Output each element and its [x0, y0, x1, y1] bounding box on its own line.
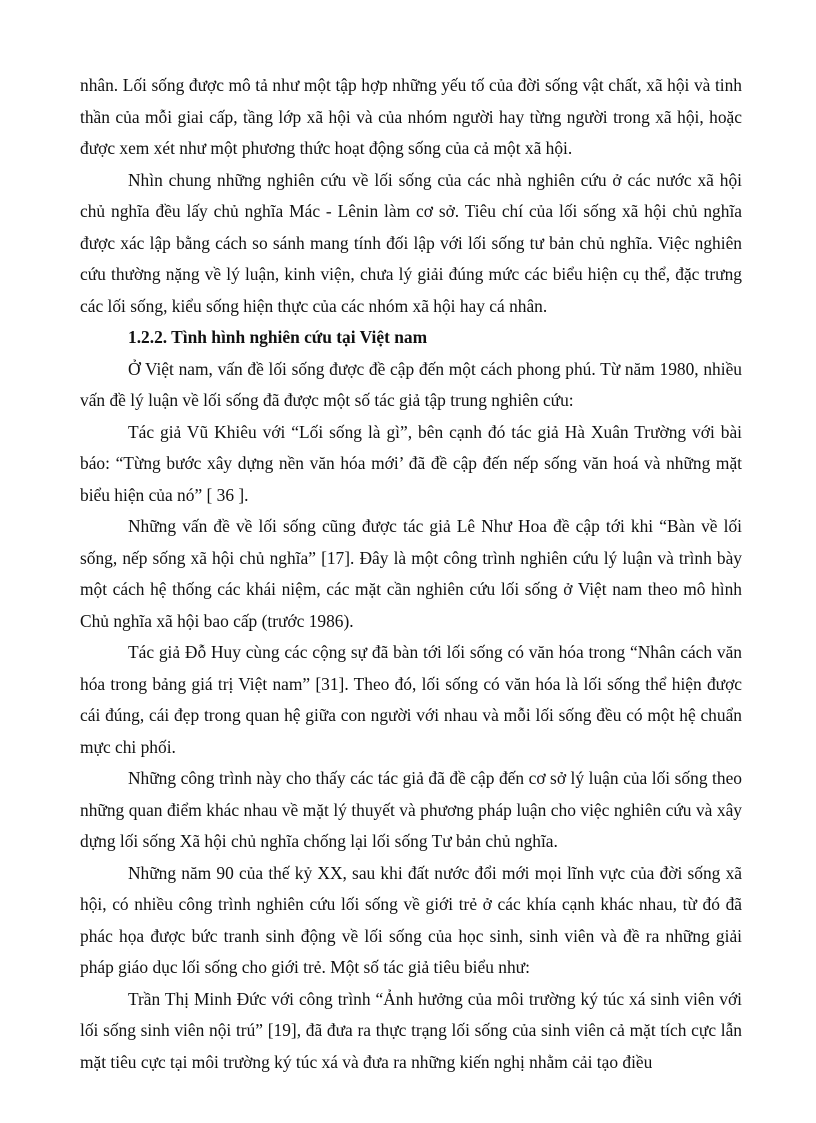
paragraph-overview: Nhìn chung những nghiên cứu về lối sống của các nhà nghiên cứu ở các nước xã hội chủ nghĩa đều lấy chủ nghĩa Mác - Lênin làm cơ sở. Tiêu chí của lối sống xã hội chủ nghĩa được xác lập bằng cách so sánh mang tính đối lập với lối sống tư bản chủ nghĩa. Việc nghiên cứu thường nặng về lý luận, kinh viện, chưa lý giải đúng mức các biểu hiện cụ thể, đặc trưng các lối sống, kiểu sống hiện thực của các nhóm xã hội hay cá nhân.: [80, 169, 742, 316]
paragraph-continuation: nhân. Lối sống được mô tả như một tập hợp những yếu tố của đời sống vật chất, xã hội và tinh thần của mỗi giai cấp, tầng lớp xã hội và của nhóm người hay từng người trong xã hội, hoặc được xem xét như một phương thức hoạt động sống của cả một xã hội.: [80, 75, 742, 158]
section-heading: 1.2.2. Tình hình nghiên cứu tại Việt nam: [128, 327, 428, 347]
paragraph-theoretical-basis: Những công trình này cho thấy các tác giả đã đề cập đến cơ sở lý luận của lối sống theo những quan điểm khác nhau về mặt lý thuyết và phương pháp luận cho việc nghiên cứu và xây dựng lối sống Xã hội chủ nghĩa chống lại lối sống Tư bản chủ nghĩa.: [80, 768, 742, 851]
paragraph-do-huy: Tác giả Đỗ Huy cùng các cộng sự đã bàn tới lối sống có văn hóa trong “Nhân cách văn hóa trong bảng giá trị Việt nam” [31]. Theo đó, lối sống có văn hóa là lối sống thể hiện được cái đúng, cái đẹp trong quan hệ giữa con người với nhau và mỗi lối sống đều có một hệ chuẩn mực chi phối.: [80, 642, 742, 757]
document-body: [80, 70, 742, 1078]
paragraph-vietnam-intro: Ở Việt nam, vấn đề lối sống được đề cập đến một cách phong phú. Từ năm 1980, nhiều vấn đề lý luận về lối sống đã được một số tác giả tập trung nghiên cứu:: [80, 358, 742, 410]
paragraph-nineties: Những năm 90 của thế kỷ XX, sau khi đất nước đổi mới mọi lĩnh vực của đời sống xã hội, có nhiều công trình nghiên cứu lối sống về giới trẻ ở các khía cạnh khác nhau, từ đó đã phác họa được bức tranh sinh động về lối sống của học sinh, sinh viên và đề ra những giải pháp giáo dục lối sống cho giới trẻ. Một số tác giả tiêu biểu như:: [80, 862, 742, 977]
paragraph-vu-khieu: Tác giả Vũ Khiêu với “Lối sống là gì”, bên cạnh đó tác giả Hà Xuân Trường với bài báo: “Từng bước xây dựng nền văn hóa mới’ đã đề cập đến nếp sống văn hoá và những mặt biểu hiện của nó” [ 36 ].: [80, 421, 742, 505]
paragraph-tran-thi-minh-duc: Trần Thị Minh Đức với công trình “Ảnh hưởng của môi trường ký túc xá sinh viên với lối sống sinh viên nội trú” [19], đã đưa ra thực trạng lối sống của sinh viên cả mặt tích cực lẫn mặt tiêu cực tại môi trường ký túc xá và đưa ra những kiến nghị nhằm cải tạo điều: [80, 988, 742, 1072]
paragraph-le-nhu-hoa: Những vấn đề về lối sống cũng được tác giả Lê Như Hoa đề cập tới khi “Bàn về lối sống, nếp sống xã hội chủ nghĩa” [17]. Đây là một công trình nghiên cứu lý luận và trình bày một cách hệ thống các khái niệm, các mặt cần nghiên cứu lối sống ở Việt nam theo mô hình Chủ nghĩa xã hội bao cấp (trước 1986).: [80, 516, 742, 631]
